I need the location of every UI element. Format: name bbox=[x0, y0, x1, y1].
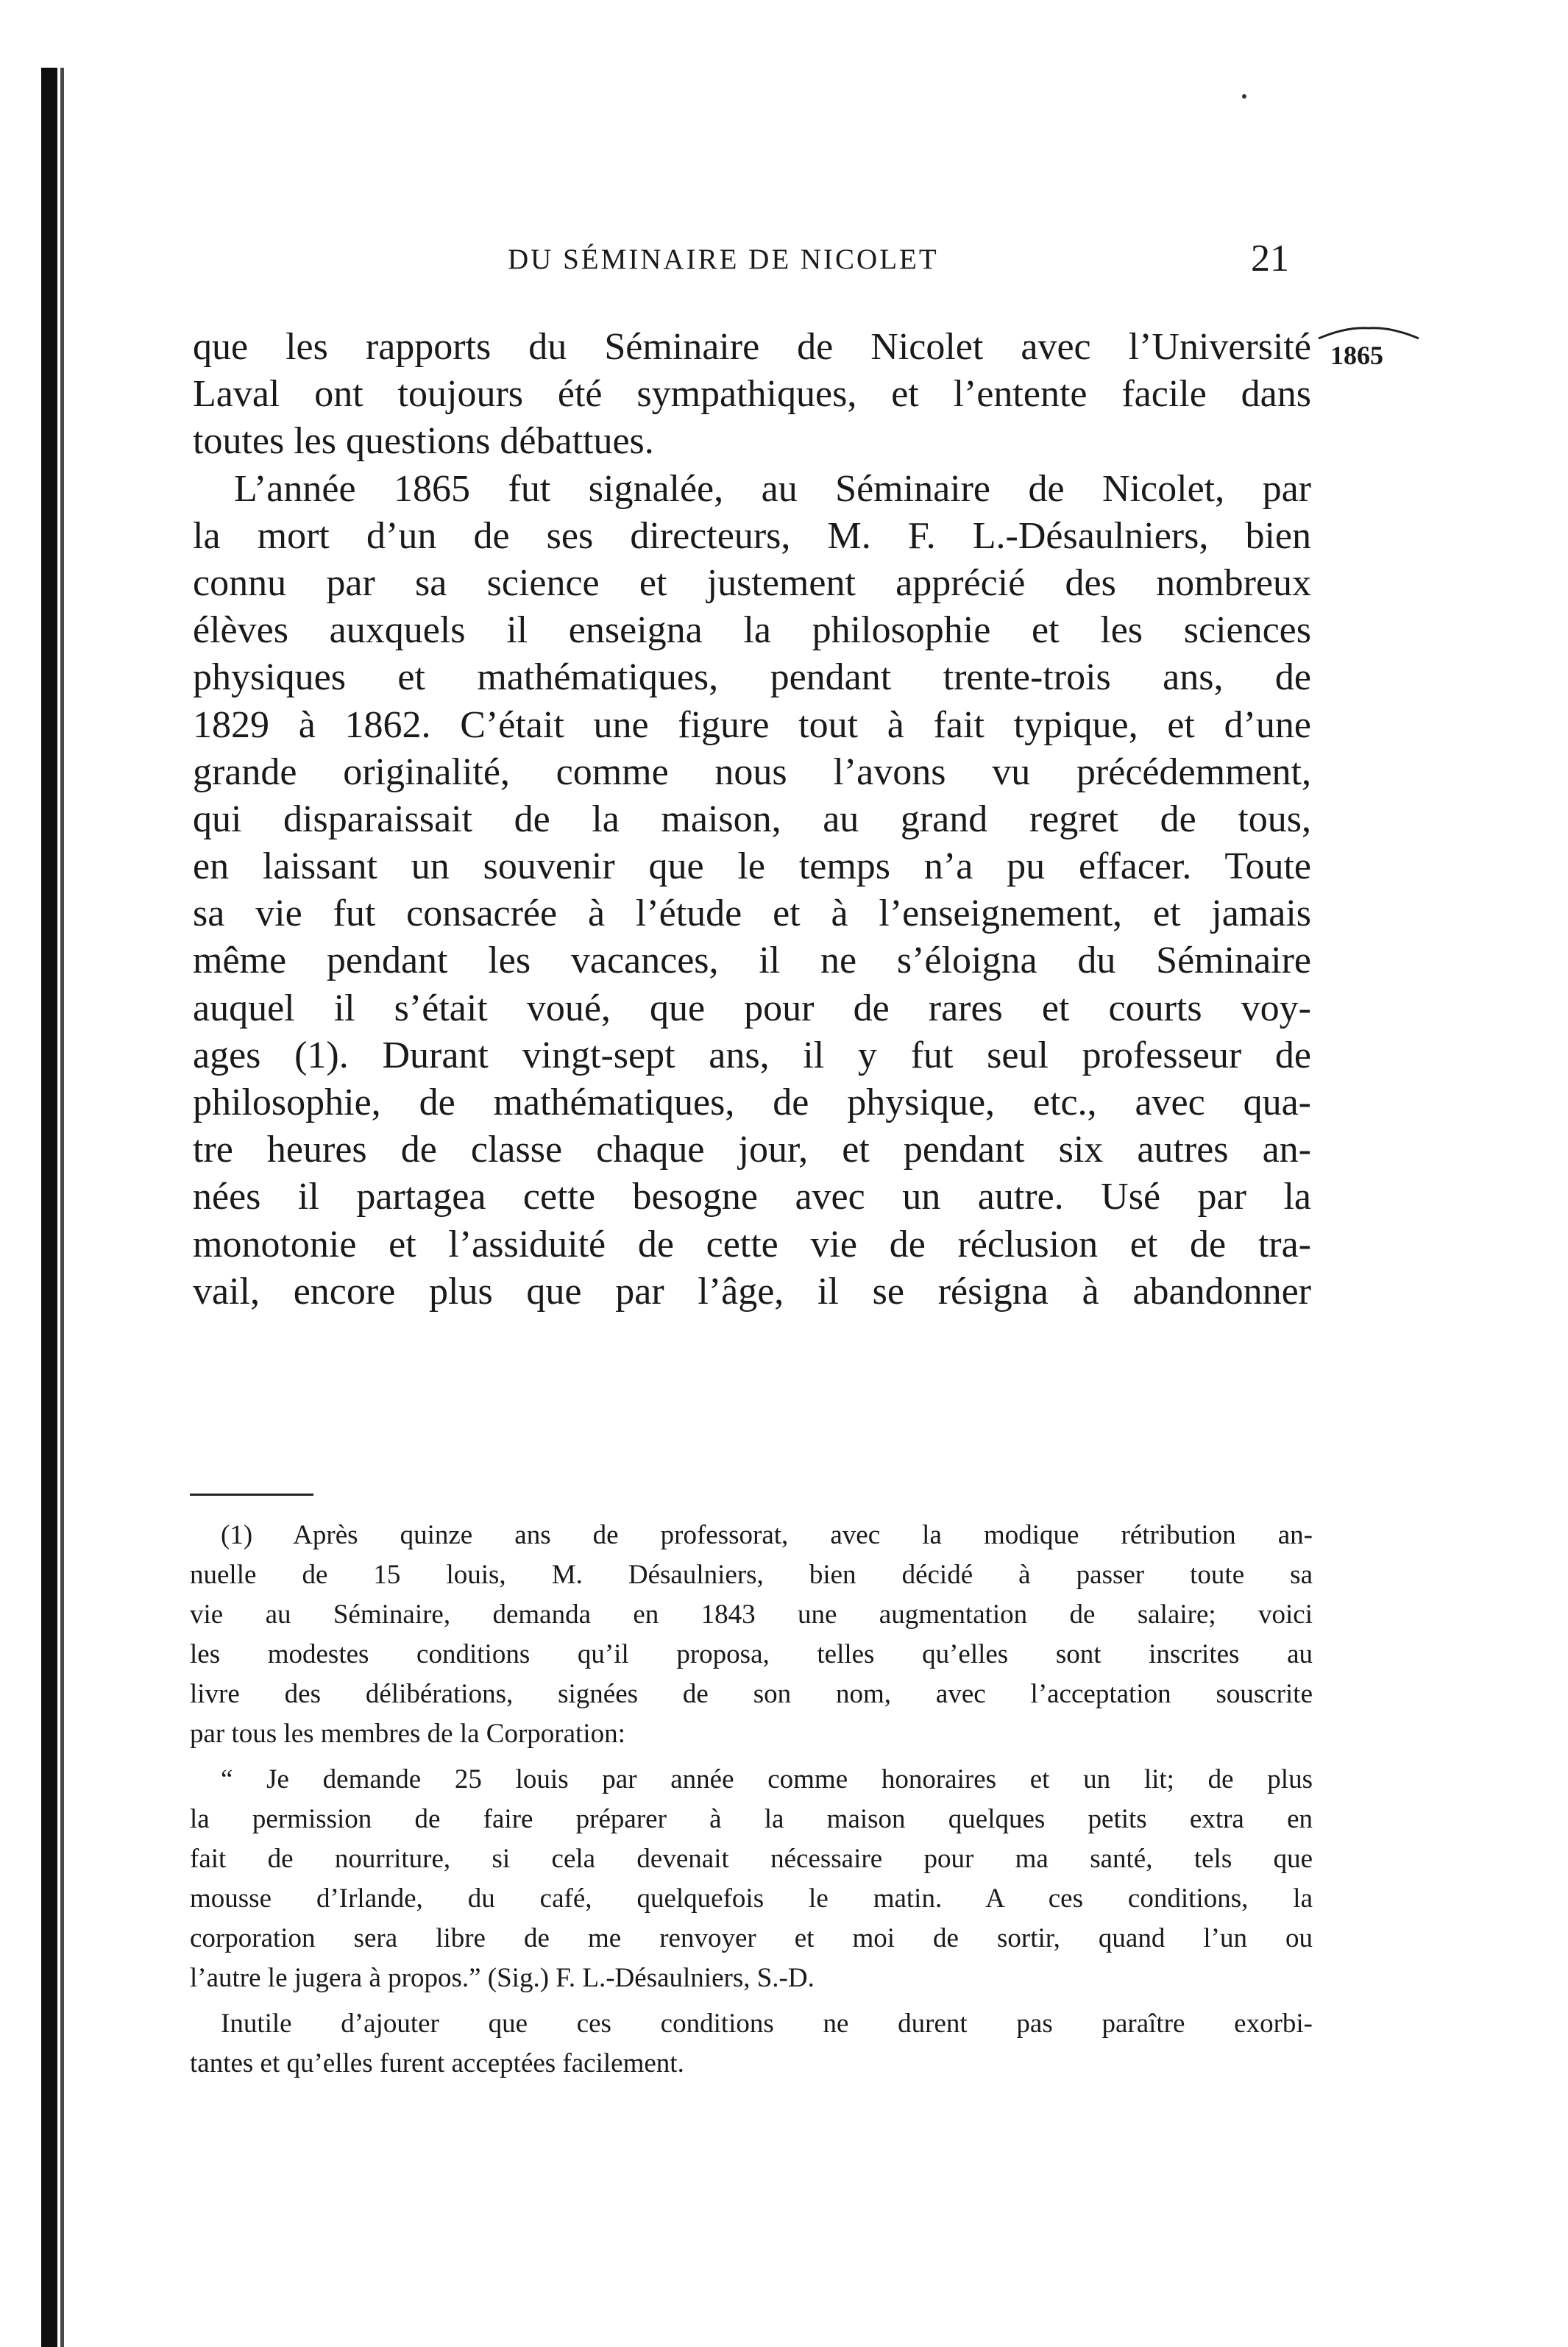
scan-speck bbox=[1242, 94, 1246, 99]
body-line: élèves auxquels il enseigna la philosophie et les sciences bbox=[193, 609, 1311, 652]
footnote-line: tantes et qu’elles furent acceptées facilement. bbox=[190, 2048, 684, 2078]
body-line: toutes les questions débattues. bbox=[193, 420, 654, 463]
footnote-line: corporation sera libre de me renvoyer et moi de sortir, quand l’un ou bbox=[190, 1923, 1313, 1953]
body-line: L’année 1865 fut signalée, au Séminaire de Nicolet, par bbox=[234, 467, 1311, 510]
footnote-line: nuelle de 15 louis, M. Désaulniers, bien décidé à passer toute sa bbox=[190, 1560, 1313, 1590]
body-line: sa vie fut consacrée à l’étude et à l’enseignement, et jamais bbox=[193, 892, 1311, 935]
footnote-line: fait de nourriture, si cela devenait nécessaire pour ma santé, tels que bbox=[190, 1844, 1313, 1874]
body-line: ages (1). Durant vingt-sept ans, il y fut seul professeur de bbox=[193, 1034, 1311, 1076]
footnote-line: par tous les membres de la Corporation: bbox=[190, 1719, 625, 1749]
body-line: vail, encore plus que par l’âge, il se résigna à abandonner bbox=[193, 1270, 1311, 1313]
footnote-line: vie au Séminaire, demanda en 1843 une augmentation de salaire; voici bbox=[190, 1599, 1313, 1630]
running-header: DU SÉMINAIRE DE NICOLET bbox=[508, 244, 939, 275]
footnote-line: la permission de faire préparer à la maison quelques petits extra en bbox=[190, 1804, 1313, 1834]
body-line: Laval ont toujours été sympathiques, et l’entente facile dans bbox=[193, 373, 1311, 416]
margin-bracket-mark bbox=[1317, 324, 1420, 341]
body-line: la mort d’un de ses directeurs, M. F. L.-Désaulniers, bien bbox=[193, 514, 1311, 557]
body-line: 1829 à 1862. C’était une figure tout à fait typique, et d’une bbox=[193, 703, 1311, 746]
body-line: que les rapports du Séminaire de Nicolet avec l’Université bbox=[193, 326, 1311, 368]
footnote-line: Inutile d’ajouter que ces conditions ne durent pas paraître exorbi- bbox=[221, 2009, 1313, 2039]
footnote-line: “ Je demande 25 louis par année comme honoraires et un lit; de plus bbox=[221, 1764, 1313, 1794]
body-line: tre heures de classe chaque jour, et pendant six autres an- bbox=[193, 1129, 1311, 1171]
footnote-line: (1) Après quinze ans de professorat, avec la modique rétribution an- bbox=[221, 1520, 1313, 1550]
scan-binding-shadow bbox=[60, 68, 64, 2347]
body-line: philosophie, de mathématiques, de physique, etc., avec qua- bbox=[193, 1082, 1311, 1123]
margin-year-note: 1865 bbox=[1330, 341, 1383, 370]
body-line: grande originalité, comme nous l’avons vu précédemment, bbox=[193, 750, 1311, 793]
scan-binding-edge bbox=[41, 68, 57, 2347]
page-number: 21 bbox=[1251, 238, 1289, 280]
body-line: qui disparaissait de la maison, au grand regret de tous, bbox=[193, 798, 1311, 840]
body-line: en laissant un souvenir que le temps n’a pu effacer. Toute bbox=[193, 845, 1311, 888]
footnote-line: les modestes conditions qu’il proposa, telles qu’elles sont inscrites au bbox=[190, 1639, 1313, 1669]
body-line: monotonie et l’assiduité de cette vie de réclusion et de tra- bbox=[193, 1223, 1311, 1265]
footnote-line: livre des délibérations, signées de son nom, avec l’acceptation souscrite bbox=[190, 1679, 1313, 1709]
footnote-rule bbox=[190, 1494, 313, 1496]
body-line: nées il partagea cette besogne avec un autre. Usé par la bbox=[193, 1176, 1311, 1218]
body-line: physiques et mathématiques, pendant trente-trois ans, de bbox=[193, 656, 1311, 699]
body-line: même pendant les vacances, il ne s’éloigna du Séminaire bbox=[193, 940, 1311, 982]
footnote-line: mousse d’Irlande, du café, quelquefois le matin. A ces conditions, la bbox=[190, 1883, 1313, 1914]
body-line: auquel il s’était voué, que pour de rares et courts voy- bbox=[193, 987, 1311, 1029]
footnotes bbox=[190, 1516, 1313, 2084]
footnote-line: l’autre le jugera à propos.” (Sig.) F. L.-Désaulniers, S.-D. bbox=[190, 1963, 815, 1993]
body-line: connu par sa science et justement apprécié des nombreux bbox=[193, 561, 1311, 604]
body-text bbox=[193, 324, 1311, 1315]
